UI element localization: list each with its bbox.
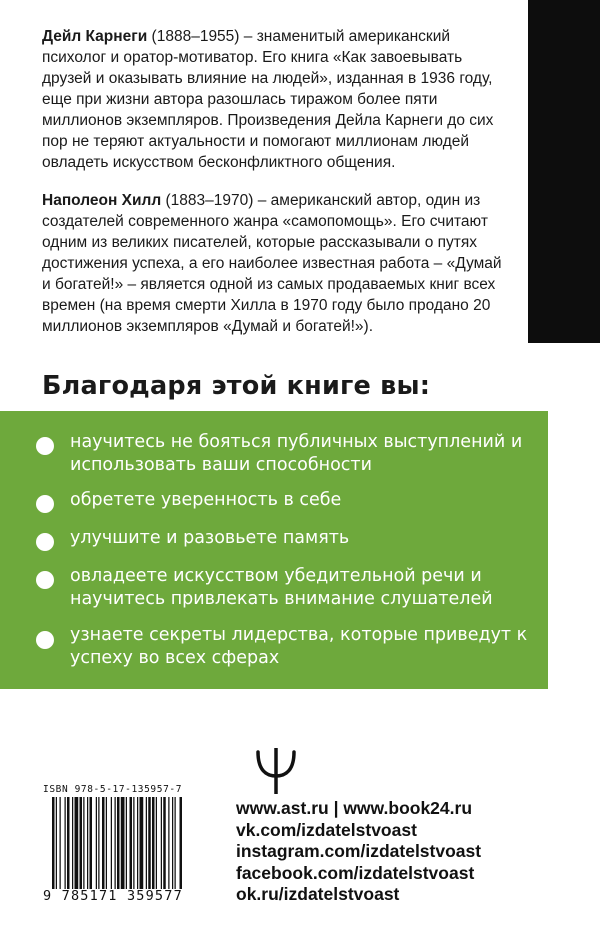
bio-carnegie [42,26,502,173]
black-side-bar [528,0,600,343]
bio-hill-name: Наполеон Хилл [42,192,162,209]
bullet-dot-icon [36,631,54,649]
bullet-dot-icon [36,495,54,513]
benefit-item: овладеете искусством убедительной речи и научитесь привлекать внимание слушателей [70,566,493,609]
bullet-dot-icon [36,533,54,551]
barcode-image [52,797,222,889]
bio-hill-text: (1883–1970) – американский автор, один из создателей современного жанра «самопомощь». Его считают одним из великих писателей, которые рассказывали о путях достижения успеха, а его наиболее известная работа – «Думай и богатей!» – является одной из самых продаваемых книг всех времен (на время смерти Хилла в 1970 году было продано 20 миллионов экземпляров «Думай и богатей!»). [42,192,502,335]
link-ok[interactable]: ok.ru/izdatelstvoast [236,884,400,904]
benefit-item: улучшите и разовьете память [70,528,350,548]
benefit-item: научитесь не бояться публичных выступлений и использовать ваши способности [70,432,523,475]
benefits-title: Благодаря этой книге вы: [42,371,431,401]
bullet-dot-icon [36,571,54,589]
barcode-number: 9 785171 359577 [43,888,183,904]
isbn-text: ISBN 978-5-17-135957-7 [43,784,183,795]
publisher-logo-icon [254,748,298,794]
benefit-item: узнаете секреты лидерства, которые приведут к успеху во всех сферах [70,625,528,668]
link-facebook[interactable]: facebook.com/izdatelstvoast [236,862,475,883]
benefit-item: обретете уверенность в себе [70,490,342,510]
benefits-panel [0,411,548,689]
link-vk[interactable]: vk.com/izdatelstvoast [236,819,417,840]
publisher-links [236,798,481,906]
bio-carnegie-name: Дейл Карнеги [42,28,148,45]
link-websites[interactable]: www.ast.ru | www.book24.ru [236,798,473,818]
bio-hill [42,190,502,337]
bullet-dot-icon [36,437,54,455]
bio-carnegie-text: (1888–1955) – знаменитый американский психолог и оратор-мотиватор. Его книга «Как завоевывать друзей и оказывать влияние на людей», изданная в 1936 году, еще при жизни автора разошлась тиражом более пяти миллионов экземпляров. Произведения Дейла Карнеги до сих пор не теряют актуальности и помогают миллионам людей овладеть искусством бесконфликтного общения. [42,28,494,171]
link-instagram[interactable]: instagram.com/izdatelstvoast [236,841,482,861]
